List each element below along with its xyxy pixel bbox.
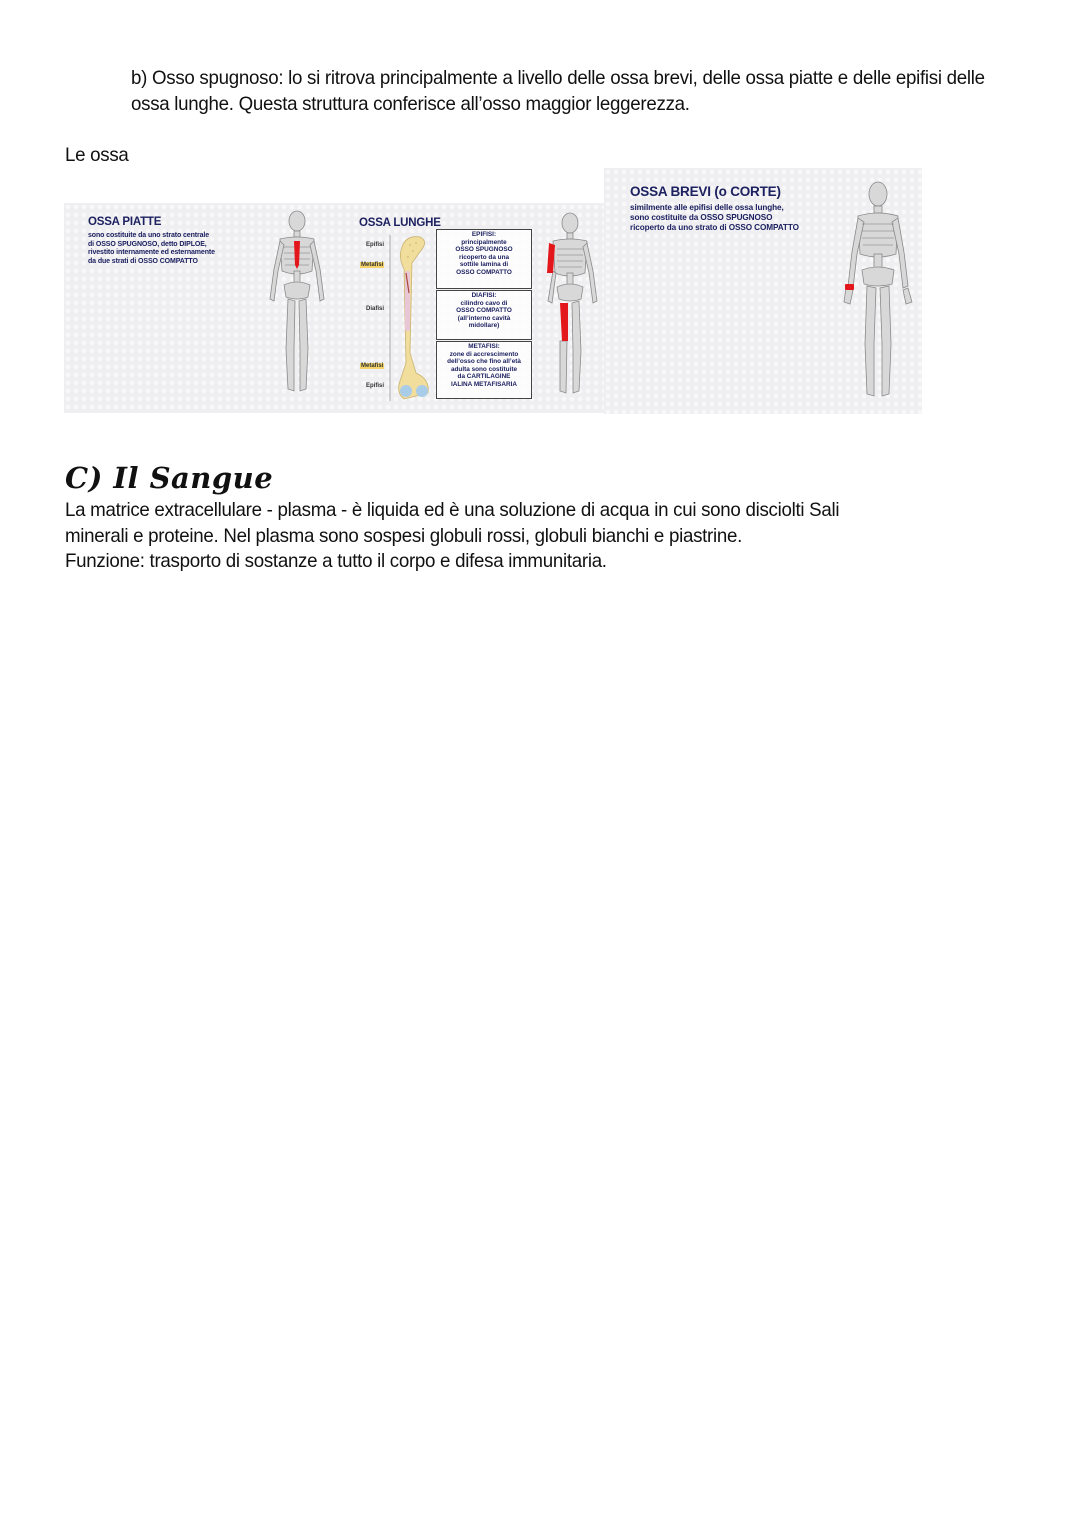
paragraph-sangue [65,498,967,575]
label-metafisi-bottom: Metafisi [361,363,384,369]
panel-ossa-brevi [604,168,922,414]
paragraph-line: minerali e proteine. Nel plasma sono sospesi globuli rossi, globuli bianchi e piastrine. [65,524,743,547]
bone-types-figure [64,168,922,414]
box-epifisi: EPIFISI: principalmente OSSO SPUGNOSO ricoperto da una sottile lamina di OSSO COMPATTO [436,229,532,289]
section-heading-sangue: C) Il Sangue [65,461,274,495]
skeleton-wrist-highlight-icon [836,180,920,408]
box-diafisi: DIAFISI: cilindro cavo di OSSO COMPATTO (all’interno cavità midollare) [436,290,532,340]
skeleton-long-bones-highlight-icon [534,211,606,403]
femur-bone-icon [388,233,440,403]
panel-title: OSSA PIATTE [88,216,162,228]
panel-title: OSSA LUNGHE [359,217,441,229]
panel-description: sono costituite da uno strato centrale di OSSO SPUGNOSO, detto DIPLOE, rivestito internamente ed esternamente da due strati di OSSO COMPATTO [88,232,215,265]
label-metafisi-top: Metafisi [361,262,384,268]
panel-title: OSSA BREVI (o CORTE) [630,184,781,199]
label-epifisi-top: Epifisi [366,242,385,248]
label-epifisi-bottom: Epifisi [366,383,385,389]
panel-description: similmente alle epifisi delle ossa lunghe, sono costituite da OSSO SPUGNOSO ricoperto da uno strato di OSSO COMPATTO [630,203,799,232]
paragraph-line: La matrice extracellulare - plasma - è liquida ed è una soluzione di acqua in cui sono disciolti Sali [65,499,840,521]
skeleton-sternum-highlight-icon [260,209,334,399]
label-diafisi: Diafisi [366,306,385,312]
paragraph-line: Funzione: trasporto di sostanze a tutto il corpo e difesa immunitaria. [65,550,607,572]
panel-ossa-lunghe [344,203,604,413]
box-metafisi: METAFISI: zone di accrescimento dell’osso che fino all’età adulta sono costituite da CARTILAGINE IALINA METAFISARIA [436,341,532,399]
panel-ossa-piatte [64,203,344,413]
paragraph-osso-spugnoso: b) Osso spugnoso: lo si ritrova principalmente a livello delle ossa brevi, delle ossa piatte e delle epifisi delle ossa lunghe. Questa struttura conferisce all’osso maggior leggerezza. [131,67,985,115]
figure-caption-le-ossa: Le ossa [65,144,129,166]
